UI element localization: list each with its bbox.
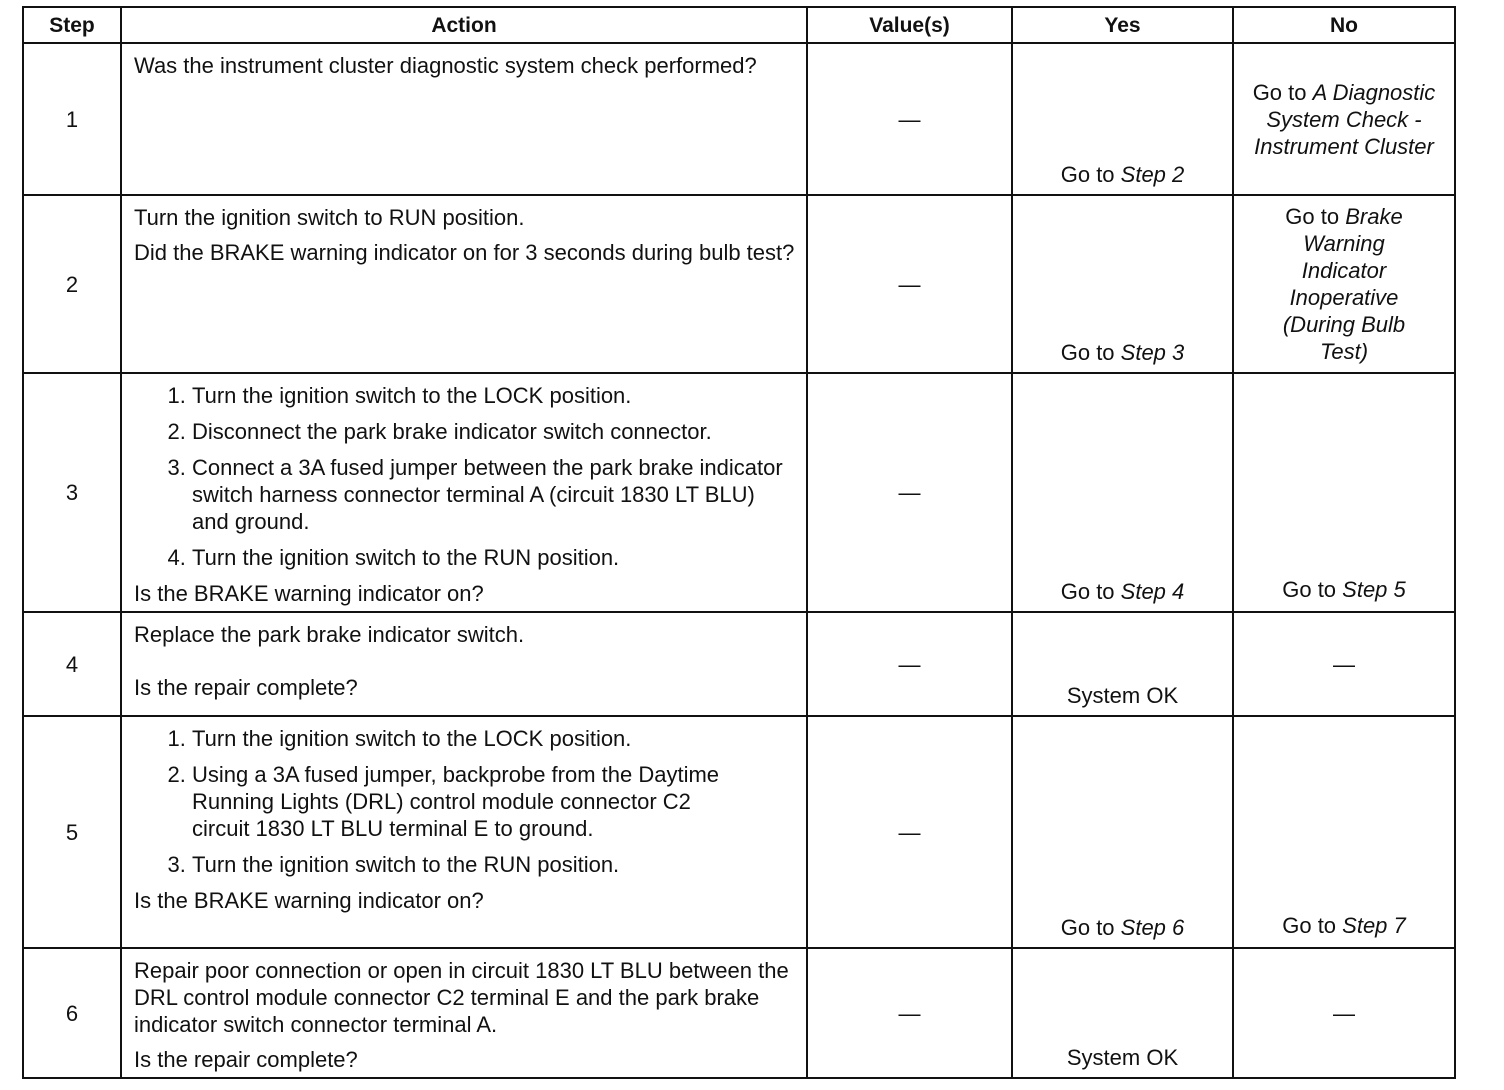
no-cell xyxy=(1233,195,1455,373)
yes-link: Step 4 xyxy=(1120,579,1185,604)
action-cell xyxy=(121,716,807,948)
no-prefix: Go to xyxy=(1282,913,1343,938)
action-text: Replace the park brake indicator switch. xyxy=(134,622,525,647)
value-cell: — xyxy=(807,195,1012,373)
value-cell: — xyxy=(807,948,1012,1078)
yes-link: Step 6 xyxy=(1120,915,1185,940)
no-cell: — xyxy=(1233,948,1455,1078)
header-yes: Yes xyxy=(1012,7,1233,43)
table-row xyxy=(23,716,1455,948)
no-link: A Diagnostic System Check - Instrument Cluster xyxy=(1254,79,1436,159)
no-prefix: Go to xyxy=(1252,79,1313,105)
table-row xyxy=(23,195,1455,373)
action-step: 3. Connect a 3A fused jumper between the park brake indicator switch harness connector terminal A (circuit 1830 LT BLU) and ground. xyxy=(192,454,796,535)
no-link: Step 5 xyxy=(1342,577,1406,602)
yes-cell xyxy=(1012,195,1233,373)
value-cell: — xyxy=(807,43,1012,195)
value-cell: — xyxy=(807,612,1012,716)
action-step: 1. Turn the ignition switch to the LOCK position. xyxy=(192,382,796,409)
step-number: 3 xyxy=(23,373,121,612)
no-cell xyxy=(1233,43,1455,195)
no-prefix: Go to xyxy=(1282,577,1343,602)
no-cell xyxy=(1233,373,1455,612)
table-row xyxy=(23,373,1455,612)
yes-link: Step 2 xyxy=(1120,162,1185,187)
action-cell xyxy=(121,373,807,612)
header-no: No xyxy=(1233,7,1455,43)
step-number: 6 xyxy=(23,948,121,1078)
header-row xyxy=(23,7,1455,43)
value-cell: — xyxy=(807,373,1012,612)
yes-prefix: Go to xyxy=(1060,340,1121,365)
action-step: 2. Using a 3A fused jumper, backprobe from the Daytime Running Lights (DRL) control module connector C2 circuit 1830 LT BLU terminal E to ground. xyxy=(192,761,736,842)
action-cell xyxy=(121,948,807,1078)
no-link: Step 7 xyxy=(1342,913,1406,938)
action-step: 2. Disconnect the park brake indicator switch connector. xyxy=(192,418,796,445)
step-number: 2 xyxy=(23,195,121,373)
yes-prefix: Go to xyxy=(1060,915,1121,940)
yes-cell xyxy=(1012,716,1233,948)
yes-cell: System OK xyxy=(1012,612,1233,716)
table-row xyxy=(23,43,1455,195)
table-row xyxy=(23,948,1455,1078)
action-text: Turn the ignition switch to RUN position. xyxy=(134,205,525,230)
action-question: Did the BRAKE warning indicator on for 3 seconds during bulb test? xyxy=(134,240,795,265)
action-step: 3. Turn the ignition switch to the RUN position. xyxy=(192,851,736,878)
step-number: 1 xyxy=(23,43,121,195)
action-question: Is the BRAKE warning indicator on? xyxy=(134,888,484,913)
yes-prefix: Go to xyxy=(1060,579,1121,604)
header-values: Value(s) xyxy=(807,7,1012,43)
diagnostic-table xyxy=(22,6,1456,1079)
action-text: Was the instrument cluster diagnostic system check performed? xyxy=(134,53,757,78)
table-row xyxy=(23,612,1455,716)
action-steps xyxy=(134,382,796,571)
header-step: Step xyxy=(23,7,121,43)
yes-link: Step 3 xyxy=(1120,340,1185,365)
yes-prefix: Go to xyxy=(1060,162,1121,187)
yes-cell xyxy=(1012,373,1233,612)
no-prefix: Go to xyxy=(1285,204,1346,229)
no-link: Brake Warning Indicator Inoperative (During Bulb Test) xyxy=(1282,204,1406,364)
value-cell: — xyxy=(807,716,1012,948)
action-cell xyxy=(121,612,807,716)
action-cell xyxy=(121,195,807,373)
action-cell xyxy=(121,43,807,195)
action-step: 4. Turn the ignition switch to the RUN position. xyxy=(192,544,796,571)
step-number: 5 xyxy=(23,716,121,948)
yes-cell xyxy=(1012,43,1233,195)
no-cell xyxy=(1233,716,1455,948)
step-number: 4 xyxy=(23,612,121,716)
no-cell: — xyxy=(1233,612,1455,716)
action-step: 1. Turn the ignition switch to the LOCK position. xyxy=(192,725,736,752)
action-question: Is the repair complete? xyxy=(134,675,358,700)
yes-cell: System OK xyxy=(1012,948,1233,1078)
header-action: Action xyxy=(121,7,807,43)
action-question: Is the repair complete? xyxy=(134,1047,358,1072)
action-steps xyxy=(134,725,796,878)
action-text: Repair poor connection or open in circuit 1830 LT BLU between the DRL control module connector C2 terminal E and the park brake indicator switch connector terminal A. xyxy=(134,958,789,1037)
action-question: Is the BRAKE warning indicator on? xyxy=(134,581,484,606)
